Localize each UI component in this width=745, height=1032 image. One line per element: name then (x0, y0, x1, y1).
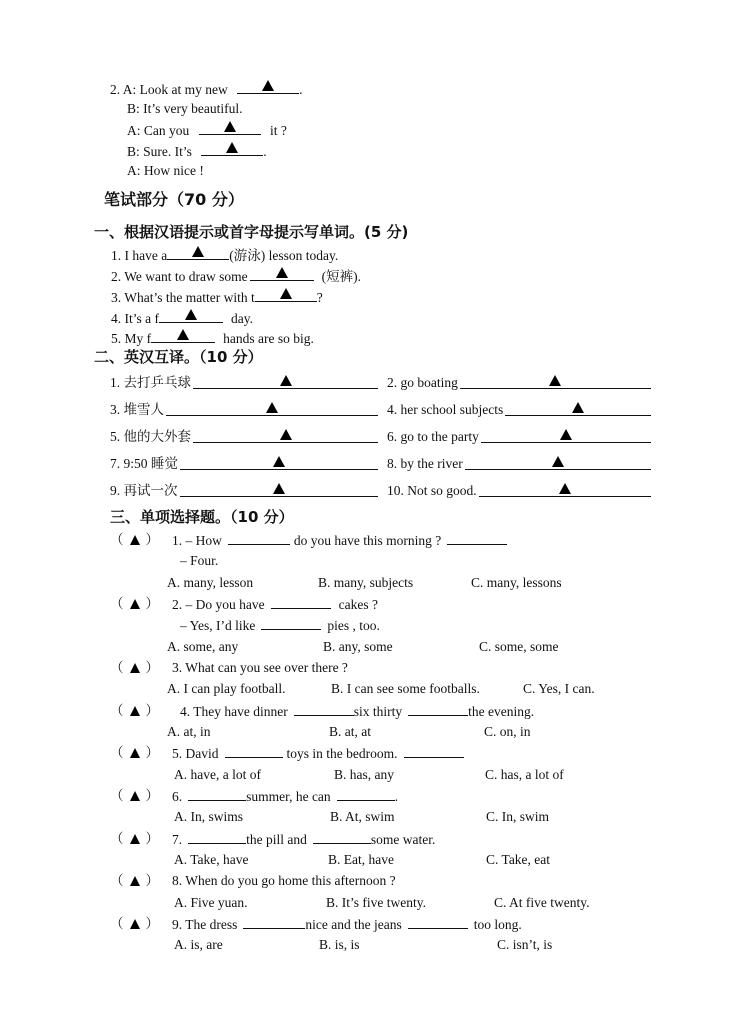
translation-prompt: 9. 再试一次 (110, 483, 178, 498)
question-segment: the pill and (246, 832, 307, 847)
question-segment: six thirty (353, 704, 403, 719)
answer-blank[interactable] (159, 308, 223, 323)
answer-blank[interactable] (255, 287, 317, 302)
translation-item (387, 482, 651, 500)
bracket-close: ） (145, 596, 159, 611)
triangle-marker-icon (177, 329, 189, 340)
answer-bracket[interactable] (110, 595, 159, 613)
triangle-marker-icon (192, 246, 204, 257)
question-text (172, 595, 378, 614)
question-segment: cakes ? (338, 597, 378, 612)
answer-blank[interactable] (294, 702, 354, 716)
answer-blank[interactable] (167, 245, 229, 260)
answer-blank[interactable] (201, 141, 263, 156)
s1-item-2: 2. We want to draw some (短裤). (111, 266, 361, 286)
s1-item-1: 1. I have a (游泳) lesson today. (111, 245, 338, 265)
translation-prompt: 2. go boating (387, 375, 458, 390)
triangle-marker-icon (130, 599, 140, 609)
triangle-marker-icon (130, 791, 140, 801)
translation-prompt: 8. by the river (387, 456, 463, 471)
answer-blank[interactable] (243, 915, 305, 929)
dialogue-line-3: A: Can you it ? (127, 120, 287, 140)
question-reply (180, 616, 380, 635)
triangle-marker-icon (273, 483, 285, 494)
translation-prompt: 1. 去打乒乓球 (110, 375, 191, 390)
translation-item (387, 401, 651, 419)
triangle-marker-icon (280, 429, 292, 440)
question-segment: – Yes, I’d like (180, 618, 256, 633)
question-segment: 9. The dress (172, 917, 238, 932)
triangle-marker-icon (130, 535, 140, 545)
triangle-marker-icon (262, 80, 274, 91)
option-a[interactable]: A. In, swims (174, 809, 244, 824)
question-segment: 7. (172, 832, 183, 847)
bracket-close: ） (145, 873, 159, 888)
option-c[interactable]: C. isn’t, is (497, 937, 553, 952)
triangle-marker-icon (549, 375, 561, 386)
triangle-marker-icon (266, 402, 278, 413)
translation-item (110, 428, 378, 446)
triangle-marker-icon (276, 267, 288, 278)
translation-item (110, 455, 378, 473)
s1-item-4: 4. It’s a f day. (111, 308, 253, 328)
bracket-open: （ (110, 532, 124, 547)
question-segment: toys in the bedroom. (286, 746, 398, 761)
bracket-close: ） (145, 745, 159, 760)
option-a[interactable]: A. I can play football. (167, 681, 286, 696)
triangle-marker-icon (560, 429, 572, 440)
option-b[interactable]: B. at, at (329, 724, 371, 739)
question-segment: 2. – Do you have (172, 597, 265, 612)
question-segment: too long. (473, 917, 522, 932)
answer-bracket[interactable] (110, 872, 159, 890)
question-text (172, 659, 348, 677)
bracket-open: （ (110, 788, 124, 803)
answer-bracket[interactable] (110, 531, 159, 549)
option-a[interactable]: A. some, any (167, 639, 239, 654)
option-a[interactable]: A. Take, have (174, 852, 249, 867)
question-segment: 3. What can you see over there ? (172, 660, 348, 675)
answer-blank[interactable] (465, 455, 651, 470)
dialogue-line-2: B: It’s very beautiful. (127, 101, 243, 116)
bracket-open: （ (110, 660, 124, 675)
answer-bracket[interactable] (110, 744, 159, 762)
bracket-open: （ (110, 873, 124, 888)
triangle-marker-icon (185, 309, 197, 320)
option-a[interactable]: A. many, lesson (167, 575, 254, 590)
triangle-marker-icon (224, 121, 236, 132)
question-segment: . (394, 789, 399, 804)
bracket-open: （ (110, 831, 124, 846)
question-segment: pies , too. (327, 618, 380, 633)
answer-blank[interactable] (447, 531, 507, 545)
answer-blank[interactable] (151, 328, 215, 343)
bracket-open: （ (110, 916, 124, 931)
translation-item (387, 374, 651, 392)
option-b[interactable]: B. I can see some footballs. (331, 681, 480, 696)
answer-blank[interactable] (408, 702, 468, 716)
question-segment: 1. – How (172, 533, 222, 548)
triangle-marker-icon (130, 919, 140, 929)
answer-blank[interactable] (193, 374, 378, 389)
option-c[interactable]: C. some, some (479, 639, 559, 654)
triangle-marker-icon (552, 456, 564, 467)
triangle-marker-icon (130, 663, 140, 673)
translation-prompt: 7. 9:50 睡觉 (110, 456, 178, 471)
bracket-open: （ (110, 745, 124, 760)
question-text (172, 872, 396, 890)
dialogue-line-5: A: How nice ! (127, 163, 204, 178)
answer-bracket[interactable] (110, 830, 159, 848)
triangle-marker-icon (572, 402, 584, 413)
bracket-open: （ (110, 703, 124, 718)
section1-title: 一、根据汉语提示或首字母提示写单词。(5 分) (94, 223, 409, 241)
question-segment: summer, he can (246, 789, 331, 804)
bracket-close: ） (145, 532, 159, 547)
question-segment: some water. (370, 832, 436, 847)
answer-blank[interactable] (460, 374, 651, 389)
option-c[interactable]: C. on, in (484, 724, 531, 739)
question-text (172, 830, 435, 849)
bracket-close: ） (145, 831, 159, 846)
answer-bracket[interactable] (110, 702, 159, 720)
answer-blank[interactable] (225, 744, 283, 758)
section3-title: 三、单项选择题。（10 分） (110, 508, 294, 526)
answer-bracket[interactable] (110, 915, 159, 933)
option-b[interactable]: B. At, swim (330, 809, 395, 824)
triangle-marker-icon (280, 288, 292, 299)
answer-blank[interactable] (188, 787, 246, 801)
translation-item (110, 374, 378, 392)
question-segment: nice and the jeans (305, 917, 402, 932)
translation-item (387, 428, 651, 446)
triangle-marker-icon (280, 375, 292, 386)
answer-blank[interactable] (250, 266, 314, 281)
answer-blank[interactable] (313, 830, 371, 844)
translation-item (110, 482, 378, 500)
answer-blank[interactable] (166, 401, 378, 416)
answer-blank[interactable] (261, 616, 321, 630)
question-segment: 6. (172, 789, 183, 804)
answer-blank[interactable] (479, 482, 651, 497)
answer-blank[interactable] (271, 595, 331, 609)
answer-blank[interactable] (228, 531, 290, 545)
bracket-close: ） (145, 788, 159, 803)
option-a[interactable]: A. Five yuan. (174, 895, 248, 910)
option-a[interactable]: A. is, are (174, 937, 223, 952)
triangle-marker-icon (130, 748, 140, 758)
dialogue-line-1: 2. A: Look at my new . (110, 79, 303, 99)
answer-bracket[interactable] (110, 659, 159, 677)
option-b[interactable]: B. many, subjects (318, 575, 414, 590)
translation-item (387, 455, 651, 473)
dialogue-line-4: B: Sure. It’s . (127, 141, 267, 161)
triangle-marker-icon (559, 483, 571, 494)
translation-prompt: 10. Not so good. (387, 483, 477, 498)
answer-blank[interactable] (404, 744, 464, 758)
option-c[interactable]: C. Yes, I can. (523, 681, 595, 696)
s1-item-5: 5. My f hands are so big. (111, 328, 314, 348)
answer-blank[interactable] (193, 428, 378, 443)
option-c[interactable]: C. Take, eat (486, 852, 551, 867)
question-segment: do you have this morning ? (293, 533, 442, 548)
option-a[interactable]: A. have, a lot of (174, 767, 261, 782)
answer-blank[interactable] (199, 120, 261, 135)
option-c[interactable]: C. has, a lot of (485, 767, 564, 782)
question-text (172, 787, 398, 806)
question-segment: 5. David (172, 746, 219, 761)
translation-prompt: 3. 堆雪人 (110, 402, 164, 417)
answer-bracket[interactable] (110, 787, 159, 805)
question-segment: the evening. (468, 704, 535, 719)
translation-item (110, 401, 378, 419)
question-segment: 8. When do you go home this afternoon ? (172, 873, 396, 888)
triangle-marker-icon (226, 142, 238, 153)
bracket-close: ） (145, 916, 159, 931)
answer-blank[interactable] (505, 401, 651, 416)
translation-prompt: 6. go to the party (387, 429, 479, 444)
answer-blank[interactable] (180, 482, 379, 497)
section2-title: 二、英汉互译。（10 分） (94, 348, 263, 366)
answer-blank[interactable] (237, 79, 299, 94)
answer-blank[interactable] (408, 915, 468, 929)
answer-blank[interactable] (337, 787, 395, 801)
triangle-marker-icon (273, 456, 285, 467)
option-b[interactable]: B. is, is (319, 937, 360, 952)
translation-prompt: 5. 他的大外套 (110, 429, 191, 444)
question-segment: 4. They have dinner (180, 704, 288, 719)
option-a[interactable]: A. at, in (167, 724, 211, 739)
option-c[interactable]: C. In, swim (486, 809, 550, 824)
answer-blank[interactable] (188, 830, 246, 844)
translation-prompt: 4. her school subjects (387, 402, 504, 417)
option-b[interactable]: B. any, some (323, 639, 393, 654)
triangle-marker-icon (130, 706, 140, 716)
answer-blank[interactable] (180, 455, 378, 470)
question-text (172, 915, 522, 934)
question-reply: – Four. (180, 553, 219, 568)
question-text (180, 702, 534, 721)
answer-blank[interactable] (481, 428, 651, 443)
triangle-marker-icon (130, 834, 140, 844)
written-part-title: 笔试部分（70 分） (104, 190, 244, 209)
bracket-close: ） (145, 660, 159, 675)
s1-item-3: 3. What’s the matter with t ? (111, 287, 323, 307)
option-b[interactable]: B. It’s five twenty. (326, 895, 426, 910)
option-b[interactable]: B. has, any (334, 767, 394, 782)
option-c[interactable]: C. At five twenty. (494, 895, 590, 910)
option-c[interactable]: C. many, lessons (471, 575, 562, 590)
bracket-close: ） (145, 703, 159, 718)
bracket-open: （ (110, 596, 124, 611)
question-text (172, 744, 470, 763)
triangle-marker-icon (130, 876, 140, 886)
option-b[interactable]: B. Eat, have (328, 852, 394, 867)
question-text (172, 531, 511, 550)
